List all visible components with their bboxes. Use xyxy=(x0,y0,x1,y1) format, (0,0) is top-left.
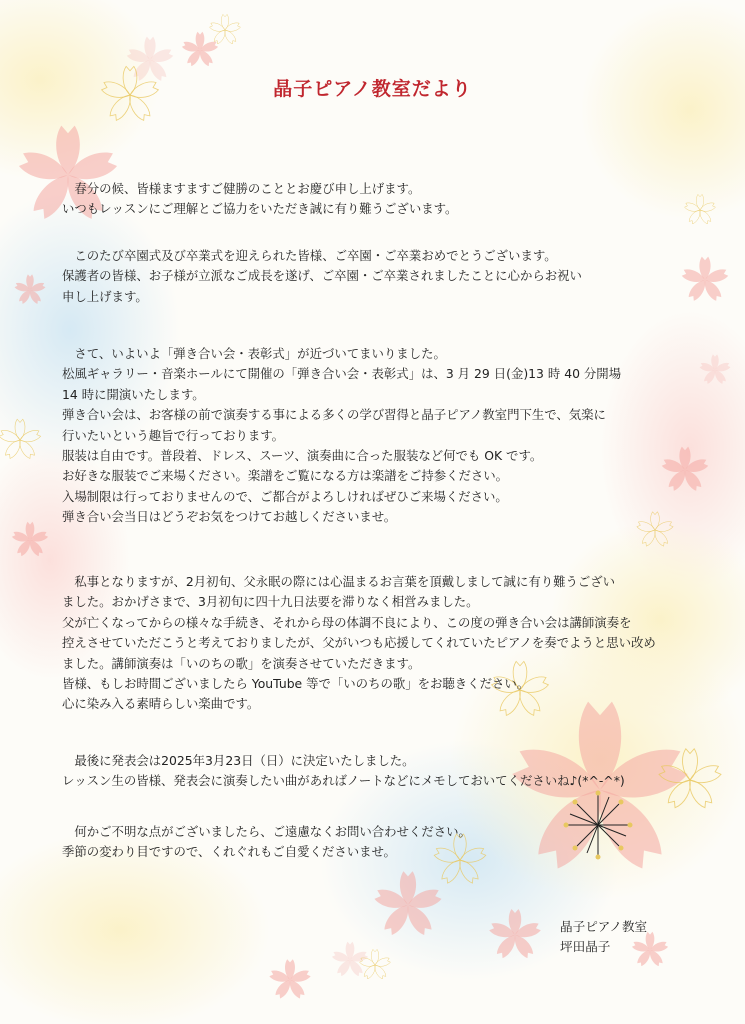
letter-line: 松風ギャラリー・音楽ホールにて開催の「弾き合い会・表彰式」は、3 月 29 日(金)13 時 40 分開場 xyxy=(62,366,622,382)
letter-line: 服装は自由です。普段着、ドレス、スーツ、演奏曲に合った服装など何でも OK です。 xyxy=(62,448,543,463)
letter-line: 何かご不明な点がございましたら、ご遠慮なくお問い合わせください。 xyxy=(62,824,471,839)
letter-line: 行いたいという趣旨で行っております。 xyxy=(62,427,285,443)
letter-line: 入場制限は行っておりませんので、ご都合がよろしければぜひご来場ください。 xyxy=(62,488,508,504)
letter-line: 私事となりますが、2月初旬、父永眠の際には心温まるお言葉を頂戴しまして誠に有り難うござい xyxy=(62,574,616,589)
letter-line: 心に染み入る素晴らしい楽曲です。 xyxy=(62,696,260,712)
signature-name: 坪田晶子 xyxy=(560,939,611,954)
letter-line: ました。講師演奏は「いのちの歌」を演奏させていただきます。 xyxy=(62,655,421,671)
letter-line: 春分の候、皆様ますますご健勝のこととお慶び申し上げます。 xyxy=(62,181,421,196)
page-title: 晶子ピアノ教室だより xyxy=(273,78,472,100)
letter-line: 控えさせていただこうと考えておりましたが、父がいつも応援してくれていたピアノを奏でようと思い改め xyxy=(62,635,656,651)
letter-line: 弾き合い会は、お客様の前で演奏する事による多くの学び習得と晶子ピアノ教室門下生で、気楽に xyxy=(62,407,606,423)
letter-line: 皆様、もしお時間ございましたら YouTube 等で「いのちの歌」をお聴きください。 xyxy=(62,676,530,691)
letter-line: さて、いよいよ「弾き合い会・表彰式」が近づいてまいりました。 xyxy=(62,346,446,361)
letter-line: 最後に発表会は2025年3月23日（日）に決定いたしました。 xyxy=(62,753,415,768)
letter-line: ました。おかげさまで、3月初旬に四十九日法要を滞りなく相営みました。 xyxy=(62,594,479,610)
letter-line: 弾き合い会当日はどうぞお気をつけてお越しくださいませ。 xyxy=(62,509,397,525)
letter-line: このたび卒園式及び卒業式を迎えられた皆様、ご卒園・ご卒業おめでとうございます。 xyxy=(62,248,557,263)
letter-line: いつもレッスンにご理解とご協力をいただき誠に有り難うございます。 xyxy=(62,201,458,217)
letter-line: 季節の変わり目ですので、くれぐれもご自愛くださいませ。 xyxy=(62,844,396,860)
letter-line: 14 時に開演いたします。 xyxy=(62,386,205,402)
letter-line: 父が亡くなってからの様々な手続き、それから母の体調不良により、この度の弾き合い会は講師演奏を xyxy=(62,614,632,630)
letter-line: お好きな服装でご来場ください。楽譜をご覧になる方は楽譜をご持参ください。 xyxy=(62,468,509,484)
letter-line: 申し上げます。 xyxy=(62,288,148,304)
letter-line: レッスン生の皆様、発表会に演奏したい曲があればノートなどにメモしておいてくださいね♪(*^-^*) xyxy=(62,773,625,789)
signature-school: 晶子ピアノ教室 xyxy=(560,919,648,934)
letter-line: 保護者の皆様、お子様が立派なご成長を遂げ、ご卒園・ご卒業されましたことに心からお祝い xyxy=(62,268,582,284)
